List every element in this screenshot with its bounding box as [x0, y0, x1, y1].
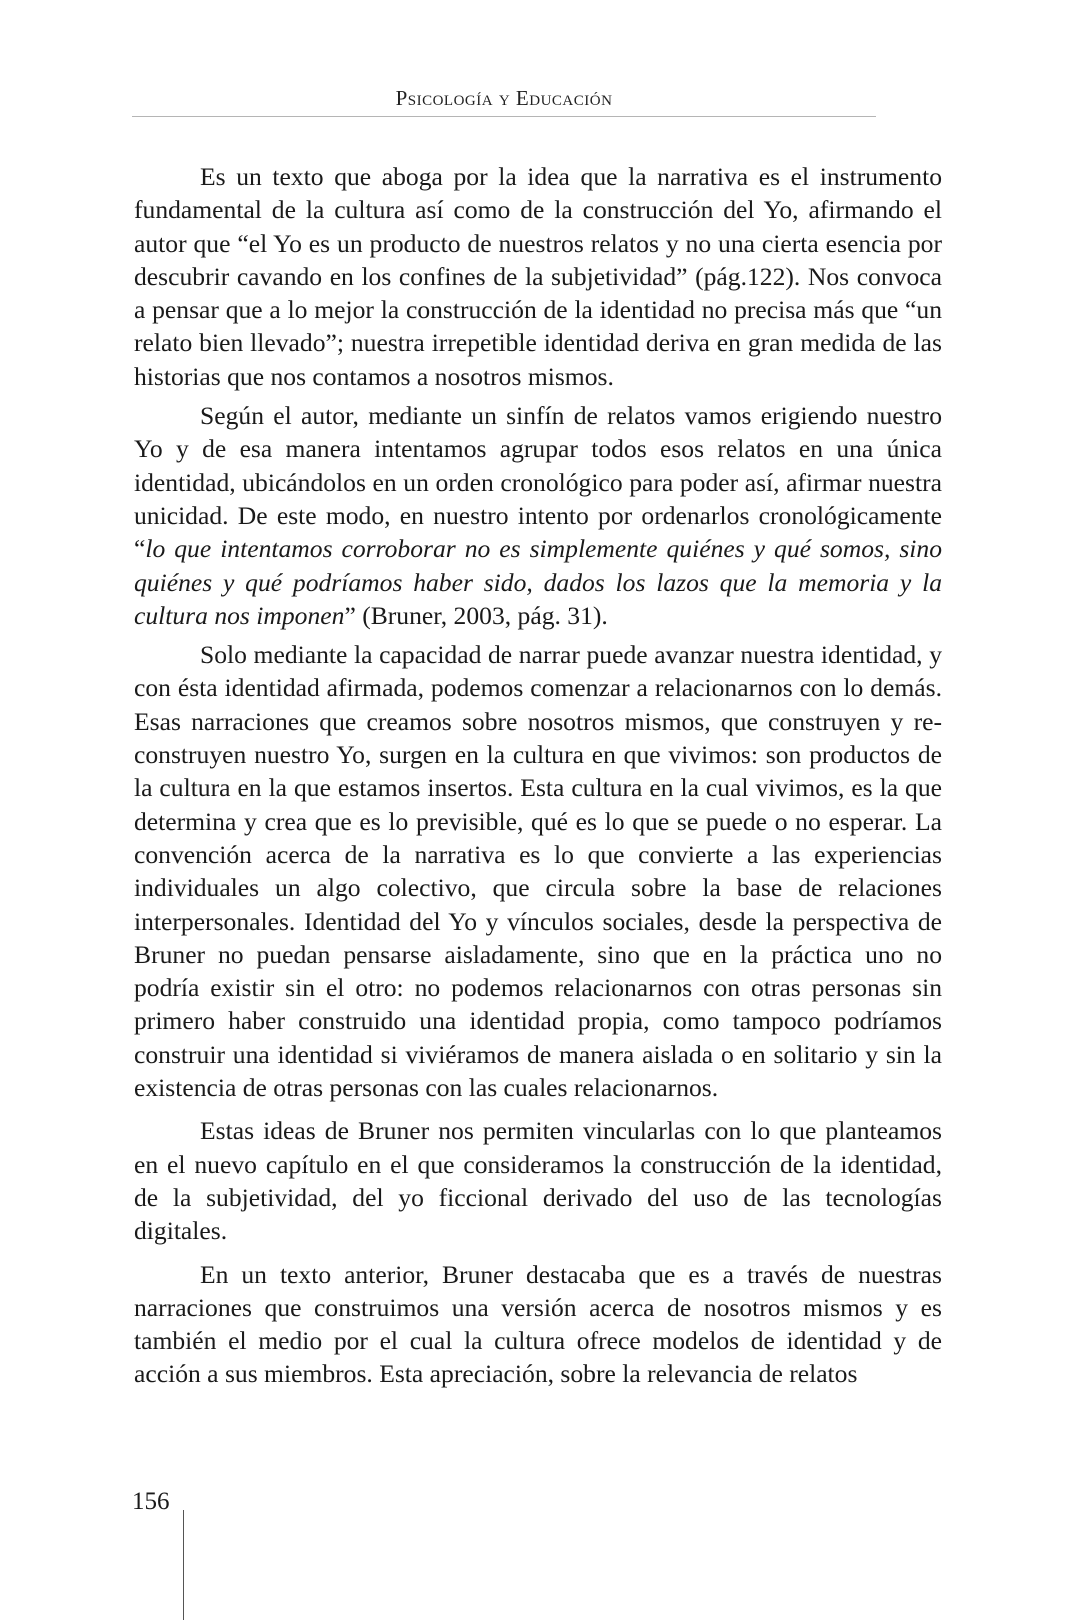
page-number: 156	[132, 1488, 170, 1515]
paragraph-1: Es un texto que aboga por la idea que la narrativa es el instrumento fundamental de la cultura así como de la construcción del Yo, afirmando el autor que “el Yo es un producto de nuestros relatos y no una cierta esencia por descubrir cavando en los confines de la subjetividad” (pág.122). Nos convoca a pensar que a lo mejor la construcción de la identidad no precisa más que “un relato bien llevado”; nuestra irrepetible identidad deriva en gran medida de las historias que nos contamos a nosotros mismos.	[134, 162, 942, 391]
bruner-quote: lo que intentamos corroborar no es simplemente quiénes y qué somos, sino quiénes y qué podríamos haber sido, dados los lazos que la memoria y la cultura nos imponen	[134, 534, 942, 630]
paragraph-2-lead: Según el autor, mediante un sinfín de relatos vamos erigiendo nuestro Yo y de esa manera intentamos agrupar todos esos relatos en una única identidad, ubicándolos en un orden cronológico para poder así, afirmar nuestra unicidad. De este modo, en nuestro intento por ordenarlos cronológicamente “	[134, 401, 942, 564]
paragraph-3: Solo mediante la capacidad de narrar puede avanzar nuestra identidad, y con ésta identidad afirmada, podemos comenzar a relacionarnos con lo demás. Esas narraciones que creamos sobre nosotros mismos, que construyen y re-construyen nuestro Yo, surgen en la cultura en que vivimos: son productos de la cultura en la que estamos insertos. Esta cultura en la cual vivimos, es la que determina y crea que es lo previsible, qué es lo que se puede o no esperar. La convención acerca de la narrativa es lo que convierte a las experiencias individuales un algo colectivo, que circula sobre la base de relaciones interpersonales. Identidad del Yo y vínculos sociales, desde la perspectiva de Bruner no puedan pensarse aisladamente, sino que en la práctica uno no podría existir sin el otro: no podemos relacionarnos con otras personas sin primero haber construido una identidad propia, como tampoco podríamos construir una identidad si viviéramos de manera aislada o en solitario y sin la existencia de otras personas con las cuales relacionarnos.	[134, 640, 942, 1103]
header-divider	[132, 116, 876, 117]
running-header-title: Psicología y Educación	[395, 86, 613, 110]
body-text	[134, 160, 942, 1391]
paragraph-2	[134, 399, 942, 632]
footer-vertical-rule	[183, 1510, 184, 1620]
paragraph-4: Estas ideas de Bruner nos permiten vincularlas con lo que planteamos en el nuevo capítulo en el que consideramos la construcción de la identidad, de la subjetividad, del yo ficcional derivado del uso de las tecnologías digitales.	[134, 1116, 942, 1246]
citation: ” (Bruner, 2003, pág. 31).	[344, 600, 608, 630]
paragraph-5: En un texto anterior, Bruner destacaba que es a través de nuestras narraciones que construimos una versión acerca de nosotros mismos y es también el medio por el cual la cultura ofrece modelos de identidad y de acción a sus miembros. Esta apreciación, sobre la relevancia de relatos	[134, 1259, 942, 1389]
